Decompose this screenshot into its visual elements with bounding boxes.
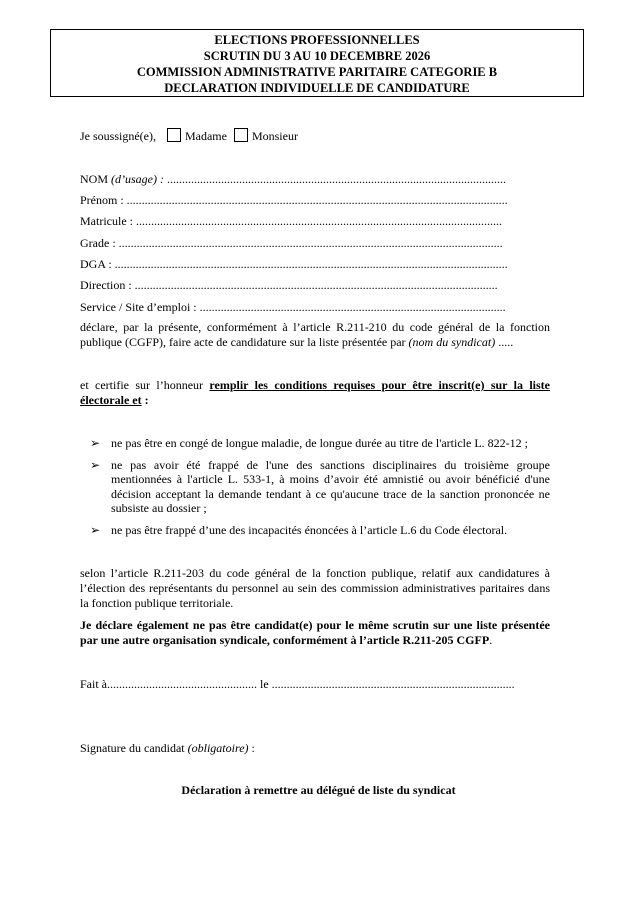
bold-declaration-end: .: [489, 633, 493, 647]
arrow-bullet-icon: ➢: [90, 436, 101, 450]
list-item: [80, 523, 550, 538]
declaration-paragraph: [80, 320, 550, 350]
header-box: [50, 29, 584, 97]
signature-italic: (obligatoire): [187, 741, 249, 755]
fait-le: le: [257, 677, 272, 691]
signature-suffix: :: [248, 741, 255, 755]
madame-checkbox[interactable]: [167, 128, 181, 142]
field-matricule[interactable]: [80, 214, 550, 228]
civility-prefix: Je soussigné(e),: [80, 129, 156, 143]
arrow-bullet-icon: ➢: [90, 457, 101, 472]
field-dots: ......................................................................................................: [199, 300, 506, 314]
field-dots: .........................................................................................................................: [134, 278, 498, 292]
header-line-2: SCRUTIN DU 3 AU 10 DECEMBRE 2026: [203, 49, 431, 63]
civility-row: [80, 128, 550, 143]
field-dots: ................................................................................................................................: [118, 236, 503, 250]
header-line-4: DECLARATION INDIVIDUELLE DE CANDIDATURE: [164, 81, 470, 95]
conditions-list: [80, 436, 550, 545]
field-prenom[interactable]: [80, 193, 550, 207]
list-item: [80, 458, 550, 516]
monsieur-label: Monsieur: [251, 129, 298, 143]
declaration-tail: .....: [495, 335, 514, 349]
field-label: DGA :: [80, 257, 115, 271]
condition-text: ne pas être frappé d’une des incapacités énoncées à l’article L.6 du Code électoral.: [111, 522, 508, 537]
monsieur-checkbox[interactable]: [234, 128, 248, 142]
field-label: Service / Site d’emploi :: [80, 300, 200, 314]
field-nom[interactable]: [80, 172, 550, 186]
field-dots: ...................................................................................................................................: [114, 257, 508, 271]
article-paragraph: selon l’article R.211-203 du code général de la fonction publique, relatif aux candidatures à l’élection des représentants du personnel au sein des commission administratives paritaires dans la fonction publique territoriale.: [80, 566, 550, 610]
footer-note: Déclaration à remettre au délégué de liste du syndicat: [181, 783, 456, 797]
field-dots: .................................................................................................................: [164, 172, 506, 186]
fait-row[interactable]: [80, 677, 550, 691]
certify-bold: remplir les conditions requises pour être inscrit(e) sur la liste électorale et: [80, 378, 550, 407]
declaration-syndicate: (nom du syndicat): [408, 335, 496, 349]
field-dga[interactable]: [80, 257, 550, 271]
fait-dots-place: ..................................................: [107, 677, 257, 691]
certify-prefix: et certifie sur l’honneur: [80, 378, 210, 392]
signature-label: Signature du candidat: [80, 741, 188, 755]
header-line-1: ELECTIONS PROFESSIONNELLES: [214, 33, 420, 47]
declaration-text: déclare, par la présente, conformément à l’article R.211-210 du code général de la fonction publique (CGFP), faire acte de candidature sur la liste présentée par: [80, 320, 550, 349]
bold-declaration-paragraph: [80, 618, 550, 648]
condition-text: ne pas avoir été frappé de l'une des sanctions disciplinaires du troisième groupe mentionnées à l'article L. 533-1, à moins d’avoir été amnistié ou avoir bénéficié d'une décision acceptant la demande tendant à ce qu'aucune trace de la sanction prononcée ne subsiste au dossier ;: [111, 457, 550, 516]
field-direction[interactable]: [80, 278, 550, 292]
field-dots: ..........................................................................................................................: [135, 214, 502, 228]
condition-text: ne pas être en congé de longue maladie, de longue durée au titre de l'article L. 822-12 ;: [111, 436, 528, 450]
field-label: Matricule :: [80, 214, 136, 228]
field-label: Prénom :: [80, 193, 127, 207]
header-line-3: COMMISSION ADMINISTRATIVE PARITAIRE CATEGORIE B: [136, 65, 498, 79]
certify-paragraph: [80, 378, 550, 408]
field-dots: ...............................................................................................................................: [126, 193, 508, 207]
field-service[interactable]: [80, 300, 550, 314]
fait-dots-date: .................................................................................: [271, 677, 515, 691]
bold-declaration-text: Je déclare également ne pas être candidat(e) pour le même scrutin sur une liste présentée par une autre organisation syndicale, conformément à l’article R.211-205 CGFP: [80, 618, 550, 647]
field-label: NOM: [80, 172, 112, 186]
list-item: [80, 436, 550, 451]
field-label: Grade :: [80, 236, 119, 250]
field-label: Direction :: [80, 278, 135, 292]
signature-row: [80, 741, 550, 755]
field-label-italic: (d’usage) :: [111, 172, 164, 186]
fait-label: Fait à: [80, 677, 107, 691]
arrow-bullet-icon: ➢: [90, 522, 101, 537]
field-grade[interactable]: [80, 236, 550, 250]
certify-suffix: :: [141, 393, 149, 407]
madame-label: Madame: [184, 129, 227, 143]
